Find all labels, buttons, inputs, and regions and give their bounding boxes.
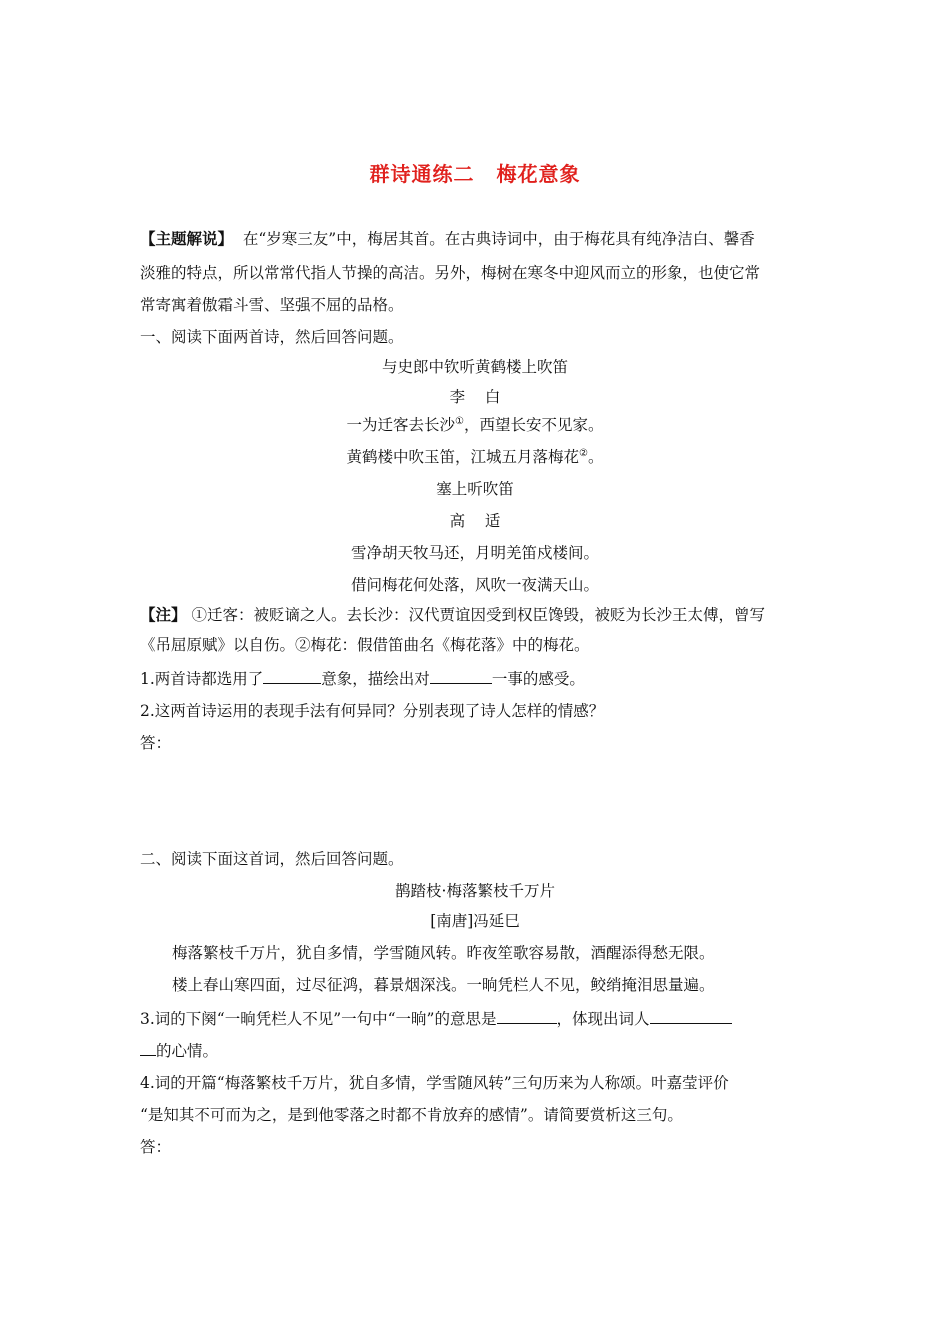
poem1-author xyxy=(0,386,950,408)
note-line-1 xyxy=(140,604,810,626)
poem2-author-a: 高 xyxy=(449,512,466,530)
q3-text-b: ，体现出词人 xyxy=(556,1010,650,1028)
question-4-line-1: 4.词的开篇“梅落繁枝千万片，犹自多情，学雪随风转”三句历来为人称颂。叶嘉莹评价 xyxy=(140,1074,729,1092)
answer-label-2: 答： xyxy=(140,1138,172,1156)
poem1-line-1-text: 一为迁客去长沙 xyxy=(346,416,456,434)
question-1 xyxy=(140,668,810,690)
poem1-line-1 xyxy=(0,414,950,436)
intro-line-1 xyxy=(140,228,810,250)
poem1-line-2-end: 。 xyxy=(587,448,604,466)
section1-heading: 一、阅读下面两首诗，然后回答问题。 xyxy=(140,328,404,346)
footnote-marker-2: ② xyxy=(579,447,588,459)
q3-text-c: 的心情。 xyxy=(156,1042,219,1060)
q1-text-b: 意象，描绘出对 xyxy=(321,670,430,688)
intro-text-1: 在“岁寒三友”中，梅居其首。在古典诗词中，由于梅花具有纯净洁白、馨香 xyxy=(242,230,755,248)
poem1-line-1-end: ，西望长安不见家。 xyxy=(463,416,604,434)
intro-line-3: 常寄寓着傲霜斗雪、坚强不屈的品格。 xyxy=(140,296,404,314)
note-text-1: ①迁客：被贬谪之人。去长沙：汉代贾谊因受到权臣馋毁，被贬为长沙王太傅，曾写 xyxy=(191,606,765,624)
title-part-2: 梅花意象 xyxy=(496,162,581,186)
poem1-line-2 xyxy=(0,446,950,468)
ci-line-2: 楼上春山寒四面，过尽征鸿，暮景烟深浅。一晌凭栏人不见，鲛绡掩泪思量遍。 xyxy=(172,976,715,994)
intro-label: 【主题解说】 xyxy=(140,230,234,248)
q3-blank-2[interactable] xyxy=(650,1008,732,1024)
q3-text-a: 3.词的下阕“一晌凭栏人不见”一句中“一晌”的意思是 xyxy=(140,1010,497,1028)
poem1-title: 与史郎中钦听黄鹤楼上吹笛 xyxy=(381,358,568,376)
q3-blank-1[interactable] xyxy=(497,1008,557,1024)
poem1-author-b: 白 xyxy=(484,388,501,406)
question-3 xyxy=(140,1008,810,1030)
poem2-title: 塞上听吹笛 xyxy=(436,480,514,498)
poem2-author-b: 适 xyxy=(484,512,501,530)
q1-text-a: 1.两首诗都选用了 xyxy=(140,670,264,688)
note-label: 【注】 xyxy=(140,606,187,624)
q1-blank-2[interactable] xyxy=(430,668,492,684)
q1-text-c: 一事的感受。 xyxy=(491,670,585,688)
poem2-author xyxy=(0,510,950,532)
section2-heading: 二、阅读下面这首词，然后回答问题。 xyxy=(140,850,404,868)
intro-line-2: 淡雅的特点，所以常常代指人节操的高洁。另外，梅树在寒冬中迎风而立的形象，也使它常 xyxy=(140,264,761,282)
title-part-1: 群诗通练二 xyxy=(369,162,475,186)
ci-author: [南唐]冯延巳 xyxy=(430,912,520,930)
footnote-marker-1: ① xyxy=(455,415,464,427)
q3-blank-2-cont[interactable] xyxy=(140,1040,156,1056)
ci-title: 鹊踏枝·梅落繁枝千万片 xyxy=(395,882,555,900)
poem1-line-2-text: 黄鹤楼中吹玉笛，江城五月落梅花 xyxy=(346,448,580,466)
ci-line-1: 梅落繁枝千万片，犹自多情，学雪随风转。昨夜笙歌容易散，酒醒添得愁无限。 xyxy=(172,944,715,962)
question-3-cont xyxy=(140,1040,810,1062)
question-4-line-2: “是知其不可而为之，是到他零落之时都不肯放弃的感情”。请简要赏析这三句。 xyxy=(140,1106,683,1124)
poem2-line-2: 借问梅花何处落，风吹一夜满天山。 xyxy=(350,576,599,594)
poem1-author-a: 李 xyxy=(449,388,466,406)
q1-blank-1[interactable] xyxy=(263,668,321,684)
question-2: 2.这两首诗运用的表现手法有何异同？分别表现了诗人怎样的情感？ xyxy=(140,702,605,720)
page-title xyxy=(0,158,950,187)
note-line-2: 《吊屈原赋》以自伤。②梅花：假借笛曲名《梅花落》中的梅花。 xyxy=(140,636,590,654)
poem2-line-1: 雪净胡天牧马还，月明羌笛戍楼间。 xyxy=(350,544,599,562)
answer-label-1: 答： xyxy=(140,734,172,752)
